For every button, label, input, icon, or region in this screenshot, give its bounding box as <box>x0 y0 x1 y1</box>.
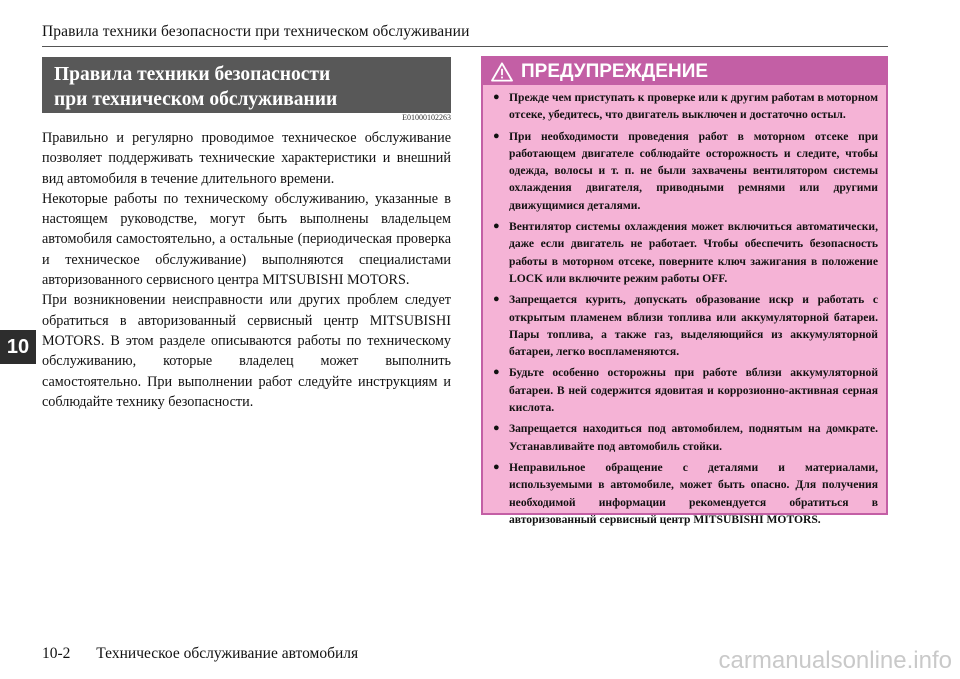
body-paragraph: Некоторые работы по техническому обслуживанию, указанные в настоящем руководстве, могут быть выполнены владельцем автомобиля самостоятельно, а остальные (периодическая проверка и техническое обслуживание) выполняются специалистами авторизованного сервисного центра MITSUBISHI MOTORS. <box>42 190 451 289</box>
warning-item <box>491 89 878 124</box>
warning-item <box>491 291 878 360</box>
warning-item-text: Запрещается курить, допускать образование искр и работать с открытым пламенем вблизи топлива или аккумуляторной батареи. Пары топлива, а также газ, выделяющийся из аккумуляторной батареи, легко воспламеняются. <box>509 293 878 359</box>
watermark: carmanualsonline.info <box>718 647 952 674</box>
section-code: E01000102263 <box>402 113 451 122</box>
warning-item <box>491 364 878 416</box>
header-divider <box>42 46 888 47</box>
warning-triangle-icon <box>491 62 513 82</box>
warning-header <box>483 58 886 85</box>
warning-item-text: При необходимости проведения работ в моторном отсеке при работающем двигателе соблюдайте осторожность и следите, чтобы одежда, волосы и т. п. не были захвачены вентилятором системы охлаждения двигателя, приводными ремнями или другими движущимися деталями. <box>509 129 878 212</box>
bullet-icon: ● <box>493 460 500 473</box>
running-header: Правила техники безопасности при техническом обслуживании <box>42 23 470 40</box>
page-number: 10-2 <box>42 645 71 662</box>
bullet-icon: ● <box>493 129 500 142</box>
warning-item-text: Прежде чем приступать к проверке или к другим работам в моторном отсеке, убедитесь, что двигатель выключен и достаточно остыл. <box>509 91 878 122</box>
warning-item-text: Неправильное обращение с деталями и материалами, используемыми в автомобиле, может быть опасно. Для получения необходимой информации рекомендуется обратиться в авторизованный сервисный центр MITSUBISHI MOTORS. <box>509 460 878 526</box>
warning-item-text: Запрещается находиться под автомобилем, поднятым на домкрате. Устанавливайте под автомобиль стойки. <box>509 422 878 453</box>
body-paragraph: Правильно и регулярно проводимое техническое обслуживание позволяет поддерживать технические характеристики и внешний вид автомобиля в течение длительного времени. <box>42 130 451 187</box>
warning-item <box>491 218 878 287</box>
section-title-line-1: Правила техники безопасности <box>54 64 331 85</box>
section-title-line-2: при техническом обслуживании <box>54 89 338 110</box>
warning-item-text: Будьте особенно осторожны при работе вблизи аккумуляторной батареи. В ней содержится ядовитая и коррозионно-активная серная кислота. <box>509 366 878 415</box>
bullet-icon: ● <box>493 91 500 103</box>
warning-list <box>483 85 886 528</box>
bullet-icon: ● <box>493 220 500 233</box>
chapter-tab: 10 <box>0 330 36 364</box>
warning-box <box>481 56 888 526</box>
warning-title: ПРЕДУПРЕЖДЕНИЕ <box>521 60 709 82</box>
warning-item <box>491 459 878 528</box>
body-text <box>42 128 451 412</box>
page-footer <box>42 645 358 663</box>
bullet-icon: ● <box>493 366 500 379</box>
body-paragraph: При возникновении неисправности или других проблем следует обратиться в авторизованный сервисный центр MITSUBISHI MOTORS. В этом разделе описываются работы по техническому обслуживанию, которые владелец может выполнить самостоятельно. При выполнении работ следуйте инструкциям и соблюдайте технику безопасности. <box>42 292 451 410</box>
section-title-box <box>42 57 451 113</box>
chapter-title: Техническое обслуживание автомобиля <box>96 645 359 662</box>
bullet-icon: ● <box>493 422 500 435</box>
warning-item <box>491 420 878 455</box>
warning-item <box>491 128 878 214</box>
warning-item-text: Вентилятор системы охлаждения может включиться автоматически, даже если двигатель не работает. Чтобы обеспечить безопасность работы в моторном отсеке, поверните ключ зажигания в положение LOCK или включите режим работы OFF. <box>509 220 878 285</box>
bullet-icon: ● <box>493 293 500 306</box>
